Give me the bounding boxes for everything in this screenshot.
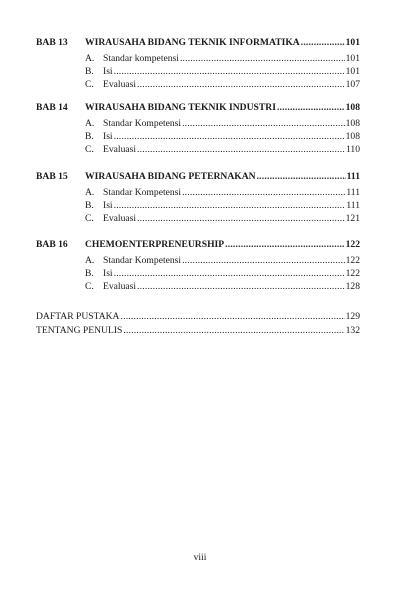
item-letter: A.: [85, 187, 95, 198]
item-page: 107: [345, 79, 360, 90]
chapter-number: BAB 15: [36, 171, 68, 182]
dot-leader: [182, 117, 345, 130]
page-number: viii: [193, 552, 207, 563]
dot-leader: [114, 65, 345, 78]
dot-leader: [114, 199, 346, 212]
chapter-title: WIRAUSAHA BIDANG PETERNAKAN: [85, 171, 256, 182]
dot-leader: [137, 280, 345, 293]
toc-item: [36, 130, 360, 143]
toc-chapter-16: [36, 238, 360, 293]
toc-item: [36, 199, 360, 212]
back-matter-title: DAFTAR PUSTAKA: [36, 311, 120, 322]
item-title: Standar Kompetensi: [103, 187, 182, 198]
item-title: Isi: [103, 268, 113, 279]
item-letter: B.: [85, 268, 94, 279]
toc-item: [36, 254, 360, 267]
item-letter: A.: [85, 53, 95, 64]
item-page: 108: [345, 131, 360, 142]
dot-leader: [301, 36, 345, 49]
toc-item: [36, 280, 360, 293]
item-letter: C.: [85, 79, 94, 90]
item-page: 122: [345, 255, 360, 266]
item-page: 101: [345, 53, 360, 64]
dot-leader: [137, 212, 345, 225]
item-page: 128: [345, 281, 360, 292]
chapter-page: 101: [345, 37, 360, 48]
chapter-title: CHEMOENTERPRENEURSHIP: [85, 239, 225, 250]
item-page: 110: [345, 144, 360, 155]
item-letter: B.: [85, 131, 94, 142]
item-page: 111: [346, 200, 360, 211]
item-letter: C.: [85, 144, 94, 155]
toc-chapter-heading: [36, 170, 360, 183]
item-title: Evaluasi: [103, 213, 137, 224]
item-title: Standar Kompetensi: [103, 255, 182, 266]
item-title: Isi: [103, 200, 113, 211]
item-letter: B.: [85, 66, 94, 77]
dot-leader: [114, 267, 345, 280]
chapter-number: BAB 13: [36, 37, 68, 48]
item-letter: C.: [85, 281, 94, 292]
back-matter-page: 132: [345, 325, 360, 336]
dot-leader: [137, 78, 345, 91]
toc-item: [36, 78, 360, 91]
chapter-number: BAB 14: [36, 102, 68, 113]
toc-chapter-15: [36, 170, 360, 225]
toc-item: [36, 52, 360, 65]
item-title: Evaluasi: [103, 281, 137, 292]
item-page: 121: [345, 213, 360, 224]
item-title: Isi: [103, 131, 113, 142]
item-page: 108: [345, 118, 360, 129]
dot-leader: [225, 238, 344, 251]
dot-leader: [277, 101, 345, 114]
toc-back-matter-bibliography: [36, 310, 360, 323]
dot-leader: [257, 170, 346, 183]
toc-chapter-heading: [36, 101, 360, 114]
dot-leader: [137, 143, 345, 156]
item-title: Evaluasi: [103, 144, 137, 155]
dot-leader: [182, 254, 345, 267]
chapter-page: 108: [345, 102, 360, 113]
back-matter-page: 129: [345, 311, 360, 322]
dot-leader: [180, 52, 345, 65]
item-letter: A.: [85, 255, 95, 266]
toc-chapter-13: [36, 36, 360, 91]
item-title: Evaluasi: [103, 79, 137, 90]
toc-item: [36, 186, 360, 199]
toc-item: [36, 212, 360, 225]
toc-item: [36, 267, 360, 280]
toc-item: [36, 65, 360, 78]
item-letter: B.: [85, 200, 94, 211]
dot-leader: [114, 130, 345, 143]
chapter-number: BAB 16: [36, 239, 68, 250]
item-letter: A.: [85, 118, 95, 129]
item-title: Standar Kompetensi: [103, 118, 182, 129]
chapter-page: 111: [346, 171, 360, 182]
back-matter-title: TENTANG PENULIS: [36, 325, 123, 336]
toc-chapter-heading: [36, 238, 360, 251]
item-page: 111: [346, 187, 360, 198]
item-page: 101: [345, 66, 360, 77]
toc-item: [36, 117, 360, 130]
dot-leader: [123, 324, 344, 337]
toc-chapter-14: [36, 101, 360, 156]
item-letter: C.: [85, 213, 94, 224]
chapter-page: 122: [345, 239, 360, 250]
toc-chapter-heading: [36, 36, 360, 49]
dot-leader: [182, 186, 345, 199]
toc-item: [36, 143, 360, 156]
item-page: 122: [345, 268, 360, 279]
toc-back-matter-author: [36, 324, 360, 337]
chapter-title: WIRAUSAHA BIDANG TEKNIK INFORMATIKA: [85, 37, 300, 48]
chapter-title: WIRAUSAHA BIDANG TEKNIK INDUSTRI: [85, 102, 276, 113]
dot-leader: [121, 310, 345, 323]
item-title: Isi: [103, 66, 113, 77]
item-title: Standar kompetensi: [103, 53, 179, 64]
